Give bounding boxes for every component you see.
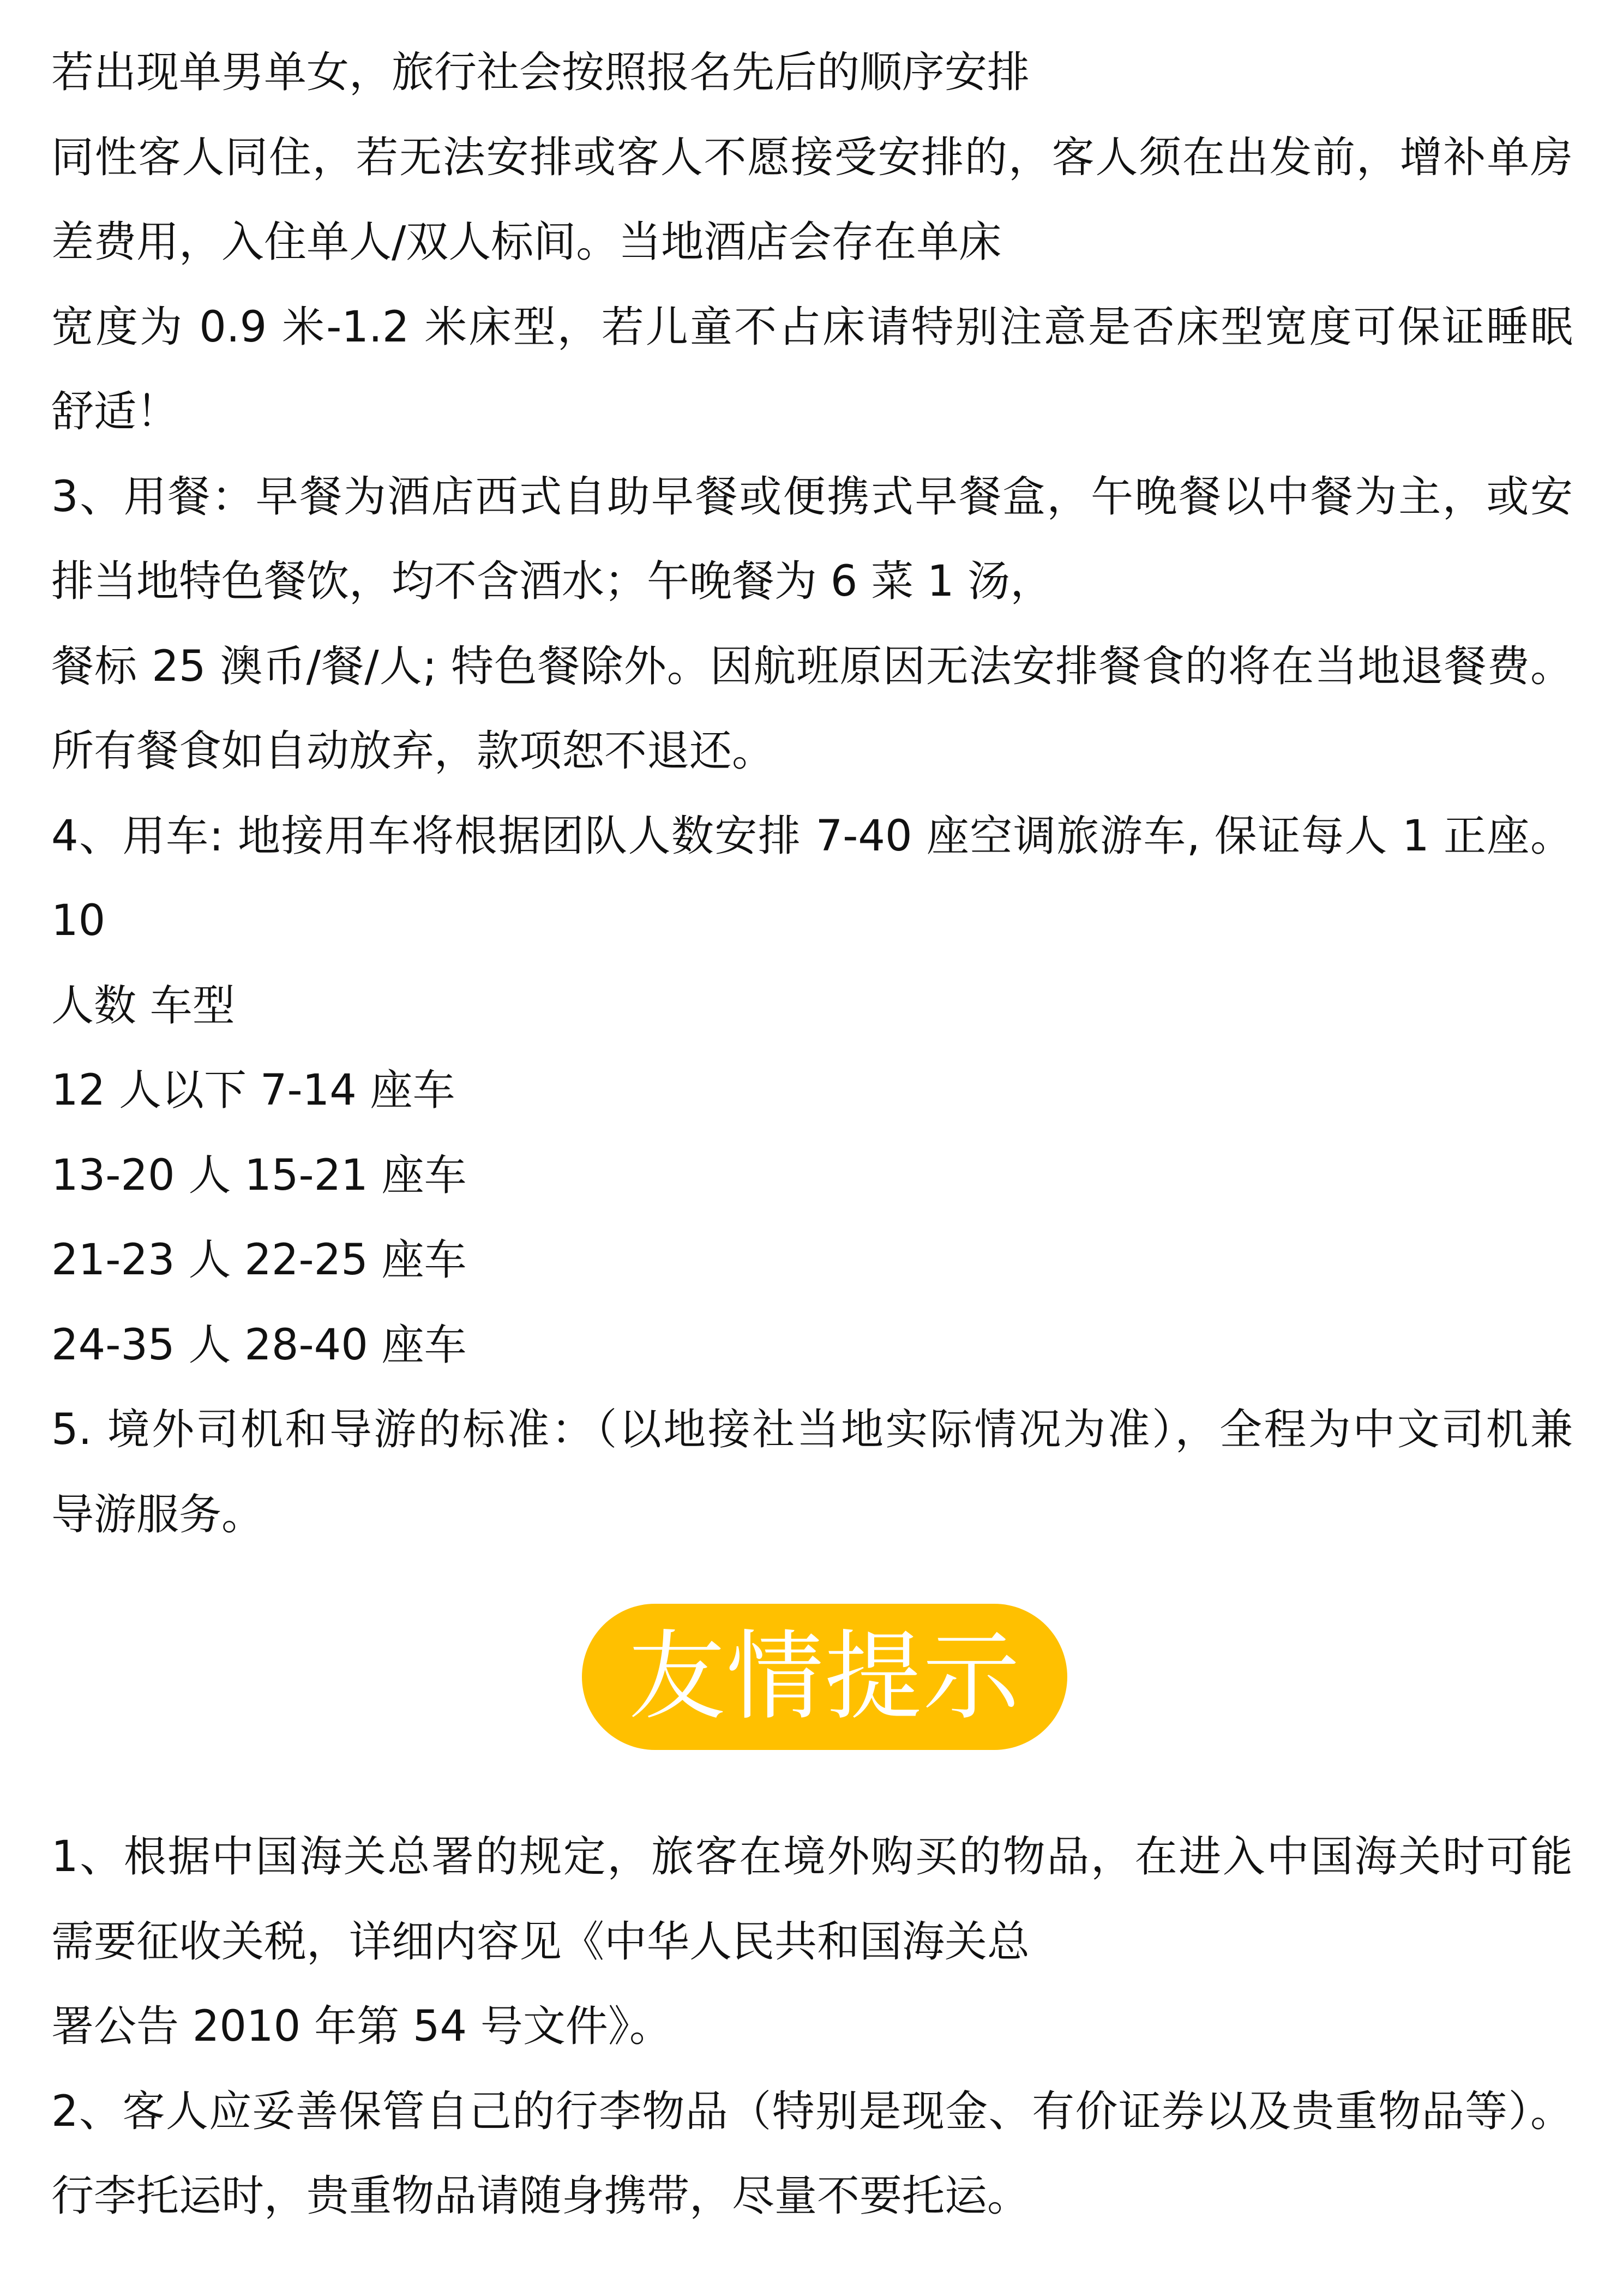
text-line: 需要征收关税，详细内容见《中华人民共和国海关总 <box>51 1917 1030 1967</box>
vehicle-table-row: 21-23 人 22-25 座车 <box>51 1236 467 1285</box>
text-line: 4、用车: 地接用车将根据团队人数安排 7-40 座空调旅游车, 保证每人 1 正座。 <box>51 811 1573 861</box>
text-line: 5. 境外司机和导游的标准：（以地接社当地实际情况为准），全程为中文司机兼 <box>51 1405 1573 1454</box>
notes-section <box>51 31 1573 1557</box>
text-line: 所有餐食如自动放弃，款项恕不退还。 <box>51 727 775 776</box>
vehicle-table-row: 13-20 人 15-21 座车 <box>51 1150 467 1200</box>
text-line: 同性客人同住，若无法安排或客人不愿接受安排的，客人须在出发前，增补单房 <box>51 133 1573 182</box>
tips-banner-title: 友情提示 <box>628 1620 1021 1733</box>
text-line: 署公告 2010 年第 54 号文件》。 <box>51 2002 672 2051</box>
text-line: 2、客人应妥善保管自己的行李物品（特别是现金、有价证券以及贵重物品等）。 <box>51 2087 1573 2136</box>
text-line: 行李托运时，贵重物品请随身携带，尽量不要托运。 <box>51 2172 1030 2221</box>
text-line: 舒适！ <box>51 387 179 436</box>
text-line: 3、用餐：早餐为酒店西式自助早餐或便携式早餐盒，午晚餐以中餐为主，或安 <box>51 472 1573 521</box>
text-line: 若出现单男单女，旅行社会按照报名先后的顺序安排 <box>51 48 1030 97</box>
text-line: 宽度为 0.9 米-1.2 米床型，若儿童不占床请特别注意是否床型宽度可保证睡眠 <box>51 302 1573 352</box>
vehicle-table-row: 24-35 人 28-40 座车 <box>51 1320 467 1370</box>
vehicle-table-header: 人数 车型 <box>51 981 235 1030</box>
tips-banner <box>582 1604 1067 1750</box>
text-line: 差费用，入住单人/双人标间。当地酒店会存在单床 <box>51 218 1002 267</box>
text-line: 1、根据中国海关总署的规定，旅客在境外购买的物品，在进入中国海关时可能 <box>51 1832 1573 1881</box>
text-line: 餐标 25 澳币/餐/人; 特色餐除外。因航班原因无法安排餐食的将在当地退餐费。 <box>51 642 1573 691</box>
text-line: 排当地特色餐饮，均不含酒水；午晚餐为 6 菜 1 汤， <box>51 557 1053 606</box>
text-line: 10 <box>51 896 106 945</box>
vehicle-table-row: 12 人以下 7-14 座车 <box>51 1066 455 1115</box>
text-line: 导游服务。 <box>51 1490 265 1539</box>
tips-section <box>51 1815 1573 2239</box>
